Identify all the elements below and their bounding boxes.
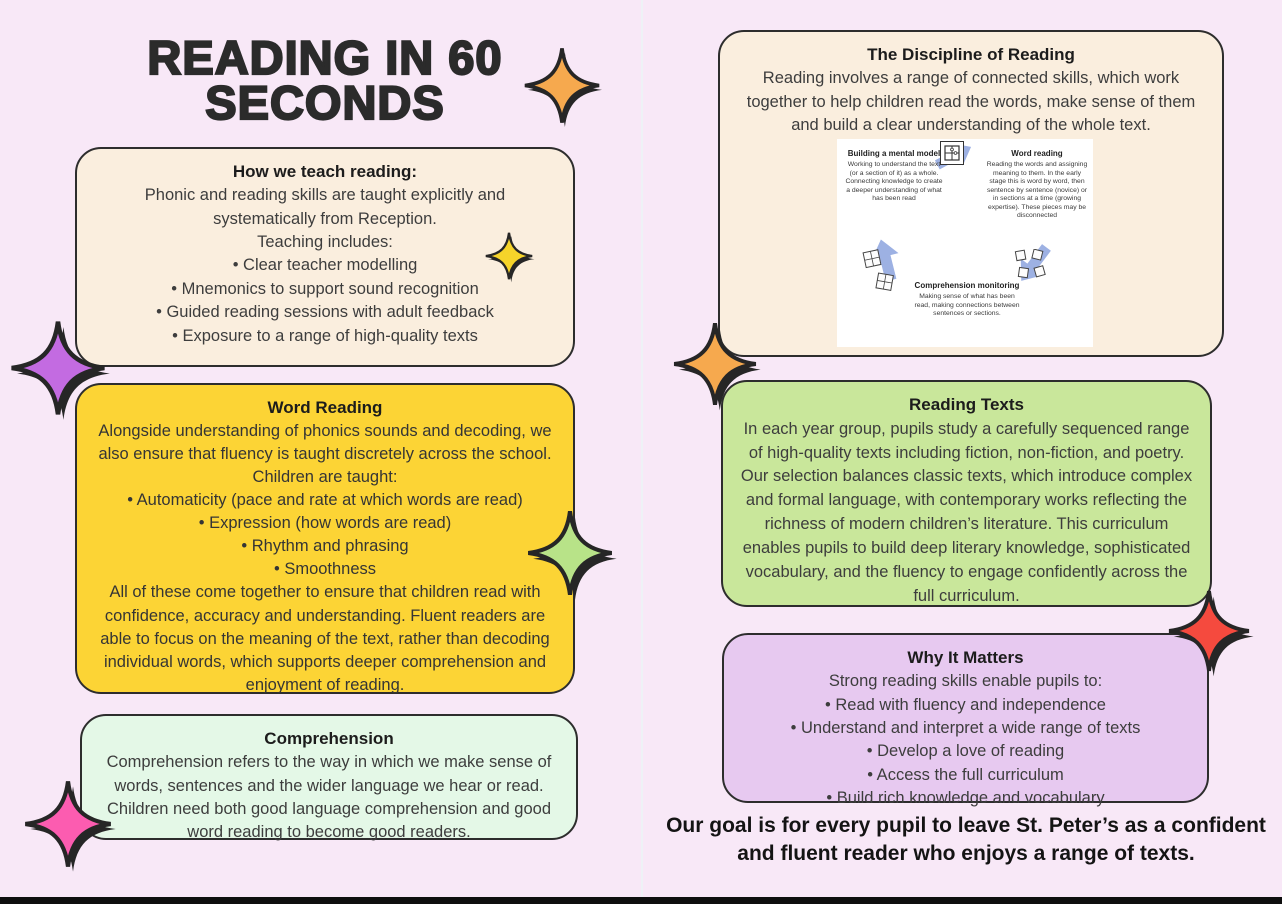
sparkle-star-red-icon [1166,588,1252,674]
comprehension-heading: Comprehension [264,729,394,748]
discipline-of-reading-box [718,30,1224,357]
word-reading-subheading: Children are taught: [252,467,398,486]
how-we-teach-subheading: Teaching includes: [257,232,393,251]
bullet-item: • Read with fluency and independence [825,695,1106,714]
page-title-line1: READING IN 60 [147,31,503,84]
puzzle-pieces-icon [1013,249,1049,283]
bullet-item: • Build rich knowledge and vocabulary [826,789,1105,808]
word-reading-box [75,383,575,694]
sparkle-star-orange-icon [522,38,602,133]
page-title-line2: SECONDS [205,75,445,129]
goal-statement: Our goal is for every pupil to leave St. Peter’s as a confident and fluent reader who enjoys a range of texts. [666,814,1266,865]
diagram-node-comprehension-monitoring [913,281,1021,319]
bullet-item: • Smoothness [273,560,377,579]
sparkle-star-purple-icon [8,318,108,418]
bullet-item: • Understand and interpret a wide range of texts [790,718,1141,737]
bullet-item: • Automaticity (pace and rate at which words are read) [127,491,523,510]
diagram-node-heading: Comprehension monitoring [914,281,1020,290]
sparkle-star-green-icon [525,508,615,598]
reading-cycle-diagram [837,139,1093,347]
word-reading-outro: All of these come together to ensure that children read with confidence, accuracy and understanding. Fluent readers are able to focus on the meaning of the text, rather than decoding individual words, which supports deeper comprehension and enjoyment of reading. [100,583,550,694]
bullet-item: • Develop a love of reading [866,742,1065,761]
page-fold-divider [641,0,643,897]
diagram-node-body: Reading the words and assigning meaning to them. In the early stage this is word by word, then sentence by sentence (novice) or in sections at a time (growing expertise). These pieces may be disconnected [986,161,1088,220]
word-reading-heading: Word Reading [267,398,383,417]
word-reading-intro: Alongside understanding of phonics sounds and decoding, we also ensure that fluency is taught discretely across the school. [98,421,552,463]
puzzle-linking-icon [861,249,901,297]
bullet-item: • Rhythm and phrasing [241,537,409,556]
sparkle-star-orange2-icon [671,320,759,408]
how-we-teach-heading: How we teach reading: [232,162,418,181]
diagram-node-word-reading [985,149,1089,221]
discipline-heading: The Discipline of Reading [867,45,1075,64]
why-it-matters-intro: Strong reading skills enable pupils to: [828,672,1103,691]
diagram-node-body: Working to understand the text (or a section of it) as a whole. Connecting knowledge to create a deeper understanding of what has been read [845,161,943,203]
sparkle-star-pink-icon [22,778,114,870]
bullet-item: • Access the full curriculum [867,765,1064,784]
bullet-item: • Guided reading sessions with adult feedback [156,303,494,322]
bullet-item: • Clear teacher modelling [232,256,418,275]
diagram-node-body: Making sense of what has been read, making connections between sentences or sections. [914,293,1020,318]
sparkle-star-yellow-icon [484,231,534,281]
comprehension-body: Comprehension refers to the way in which we make sense of words, sentences and the wider language we hear or read. Children need both good language comprehension and good word reading to become good readers. [106,753,552,842]
bullet-item: • Mnemonics to support sound recognition [171,279,479,298]
reading-texts-body: In each year group, pupils study a carefully sequenced range of high-quality texts including fiction, non-fiction, and poetry. Our selection balances classic texts, which introduce complex and formal language, with contemporary works reflecting the richness of modern children’s literature. This curriculum enables pupils to build deep literary knowledge, sophisticated vocabulary, and the fluency to engage confidently across the full curriculum. [740,419,1193,606]
comprehension-box [80,714,578,840]
diagram-node-building-mental-model [843,149,945,204]
reading-texts-box [721,380,1212,607]
diagram-node-heading: Building a mental model [847,149,941,158]
discipline-body: Reading involves a range of connected skills, which work together to help children read the words, make sense of them and build a clear understanding of the whole text. [746,69,1196,134]
page-title [75,31,575,129]
why-it-matters-box [722,633,1209,808]
reading-texts-heading: Reading Texts [909,395,1024,414]
diagram-node-heading: Word reading [1011,149,1063,158]
how-we-teach-intro: Phonic and reading skills are taught explicitly and systematically from Reception. [144,186,506,228]
bullet-item: • Exposure to a range of high-quality texts [172,326,478,345]
bullet-item: • Expression (how words are read) [198,514,452,533]
bottom-edge-bar [0,897,1282,904]
why-it-matters-heading: Why It Matters [907,648,1024,667]
